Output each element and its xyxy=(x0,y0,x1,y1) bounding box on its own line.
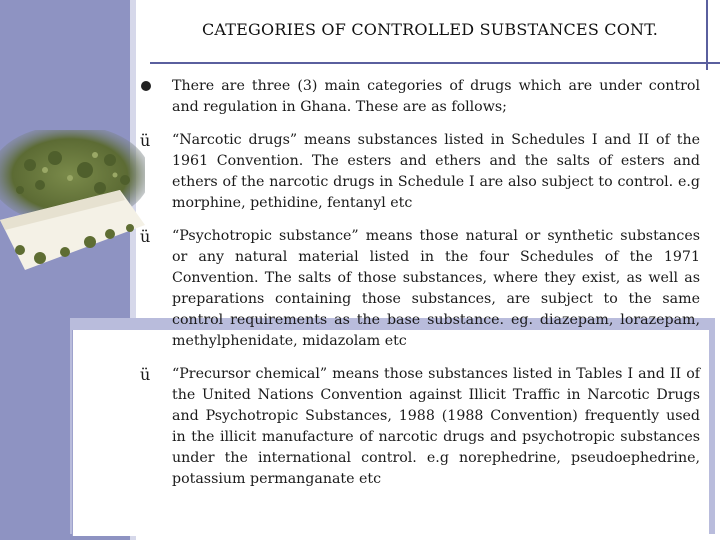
slide-title: CATEGORIES OF CONTROLLED SUBSTANCES CONT. xyxy=(201,20,659,39)
list-item xyxy=(140,76,700,118)
list-item xyxy=(140,364,700,490)
bullet-list xyxy=(140,76,700,502)
list-item xyxy=(140,226,700,352)
cannabis-rolling-paper-image xyxy=(0,130,145,280)
title-rule xyxy=(150,62,720,64)
bullet-text: “Precursor chemical” means those substances listed in Tables I and II of the United Nations Convention against Illicit Traffic in Narcotic Drugs and Psychotropic Substances, 1988 (1988 Convention) frequently used in the illicit manufacture of narcotic drugs and psychotropic substances under the international control. e.g norephedrine, pseudoephedrine, potassium permanganate etc xyxy=(172,366,700,487)
checkmark-icon: ü xyxy=(140,227,151,246)
bullet-text: “Narcotic drugs” means substances listed in Schedules I and II of the 1961 Convention. The esters and ethers and the salts of esters and ethers of the narcotic drugs in Schedule I are also subject to control. e.g morphine, pethidine, fentanyl etc xyxy=(172,132,700,211)
bullet-text: “Psychotropic substance” means those natural or synthetic substances or any natural material listed in the four Schedules of the 1971 Convention. The salts of those substances, where they exist, as well as preparations containing those substances, are subject to the same control requirements as the base substance. eg. diazepam, lorazepam, methylphenidate, midazolam etc xyxy=(172,228,700,349)
list-item xyxy=(140,130,700,214)
checkmark-icon: ü xyxy=(140,365,151,384)
checkmark-icon: ü xyxy=(140,131,151,150)
bullet-text: There are three (3) main categories of drugs which are under control and regulation in Ghana. These are as follows; xyxy=(172,78,700,115)
